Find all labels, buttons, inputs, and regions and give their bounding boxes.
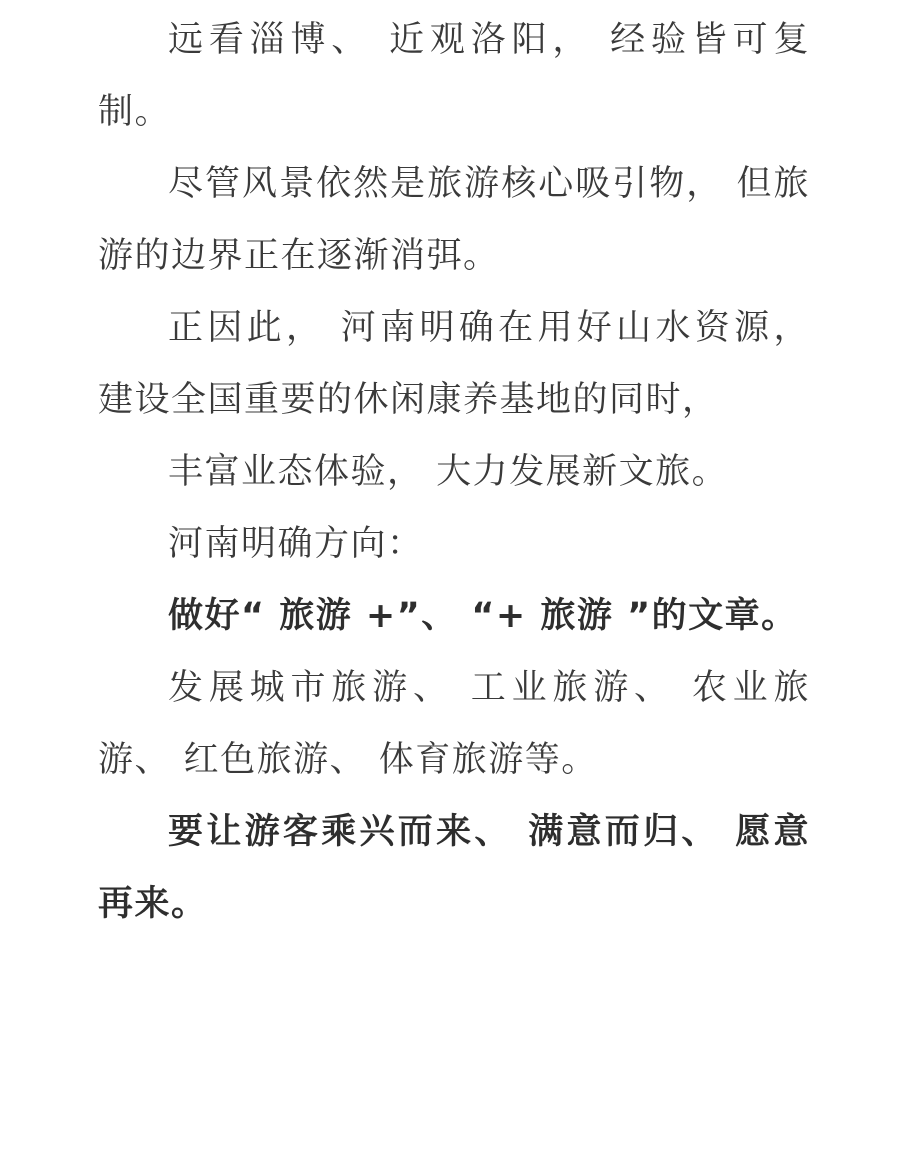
paragraph-henan-direction: 河南明确方向：: [168, 524, 424, 564]
paragraph-new-culture-tourism: 丰富业态体验， 大力发展新文旅。: [168, 452, 729, 492]
paragraph-visitor-goal: 要让游客乘兴而来、 满意而归、 愿意再来。: [98, 812, 810, 924]
paragraph-henan-resources: 正因此， 河南明确在用好山水资源， 建设全国重要的休闲康养基地的同时，: [98, 308, 810, 420]
paragraph-tourism-types: 发展城市旅游、 工业旅游、 农业旅游、 红色旅游、 体育旅游等。: [98, 668, 810, 780]
paragraph-zibo-luoyang: 远看淄博、 近观洛阳， 经验皆可复制。: [98, 20, 810, 132]
paragraph-tourism-plus: 做好“ 旅游 +”、 “+ 旅游 ”的文章。: [168, 596, 798, 636]
article-body: [98, 0, 810, 940]
paragraph-tourism-boundary: 尽管风景依然是旅游核心吸引物， 但旅游的边界正在逐渐消弭。: [98, 164, 810, 276]
